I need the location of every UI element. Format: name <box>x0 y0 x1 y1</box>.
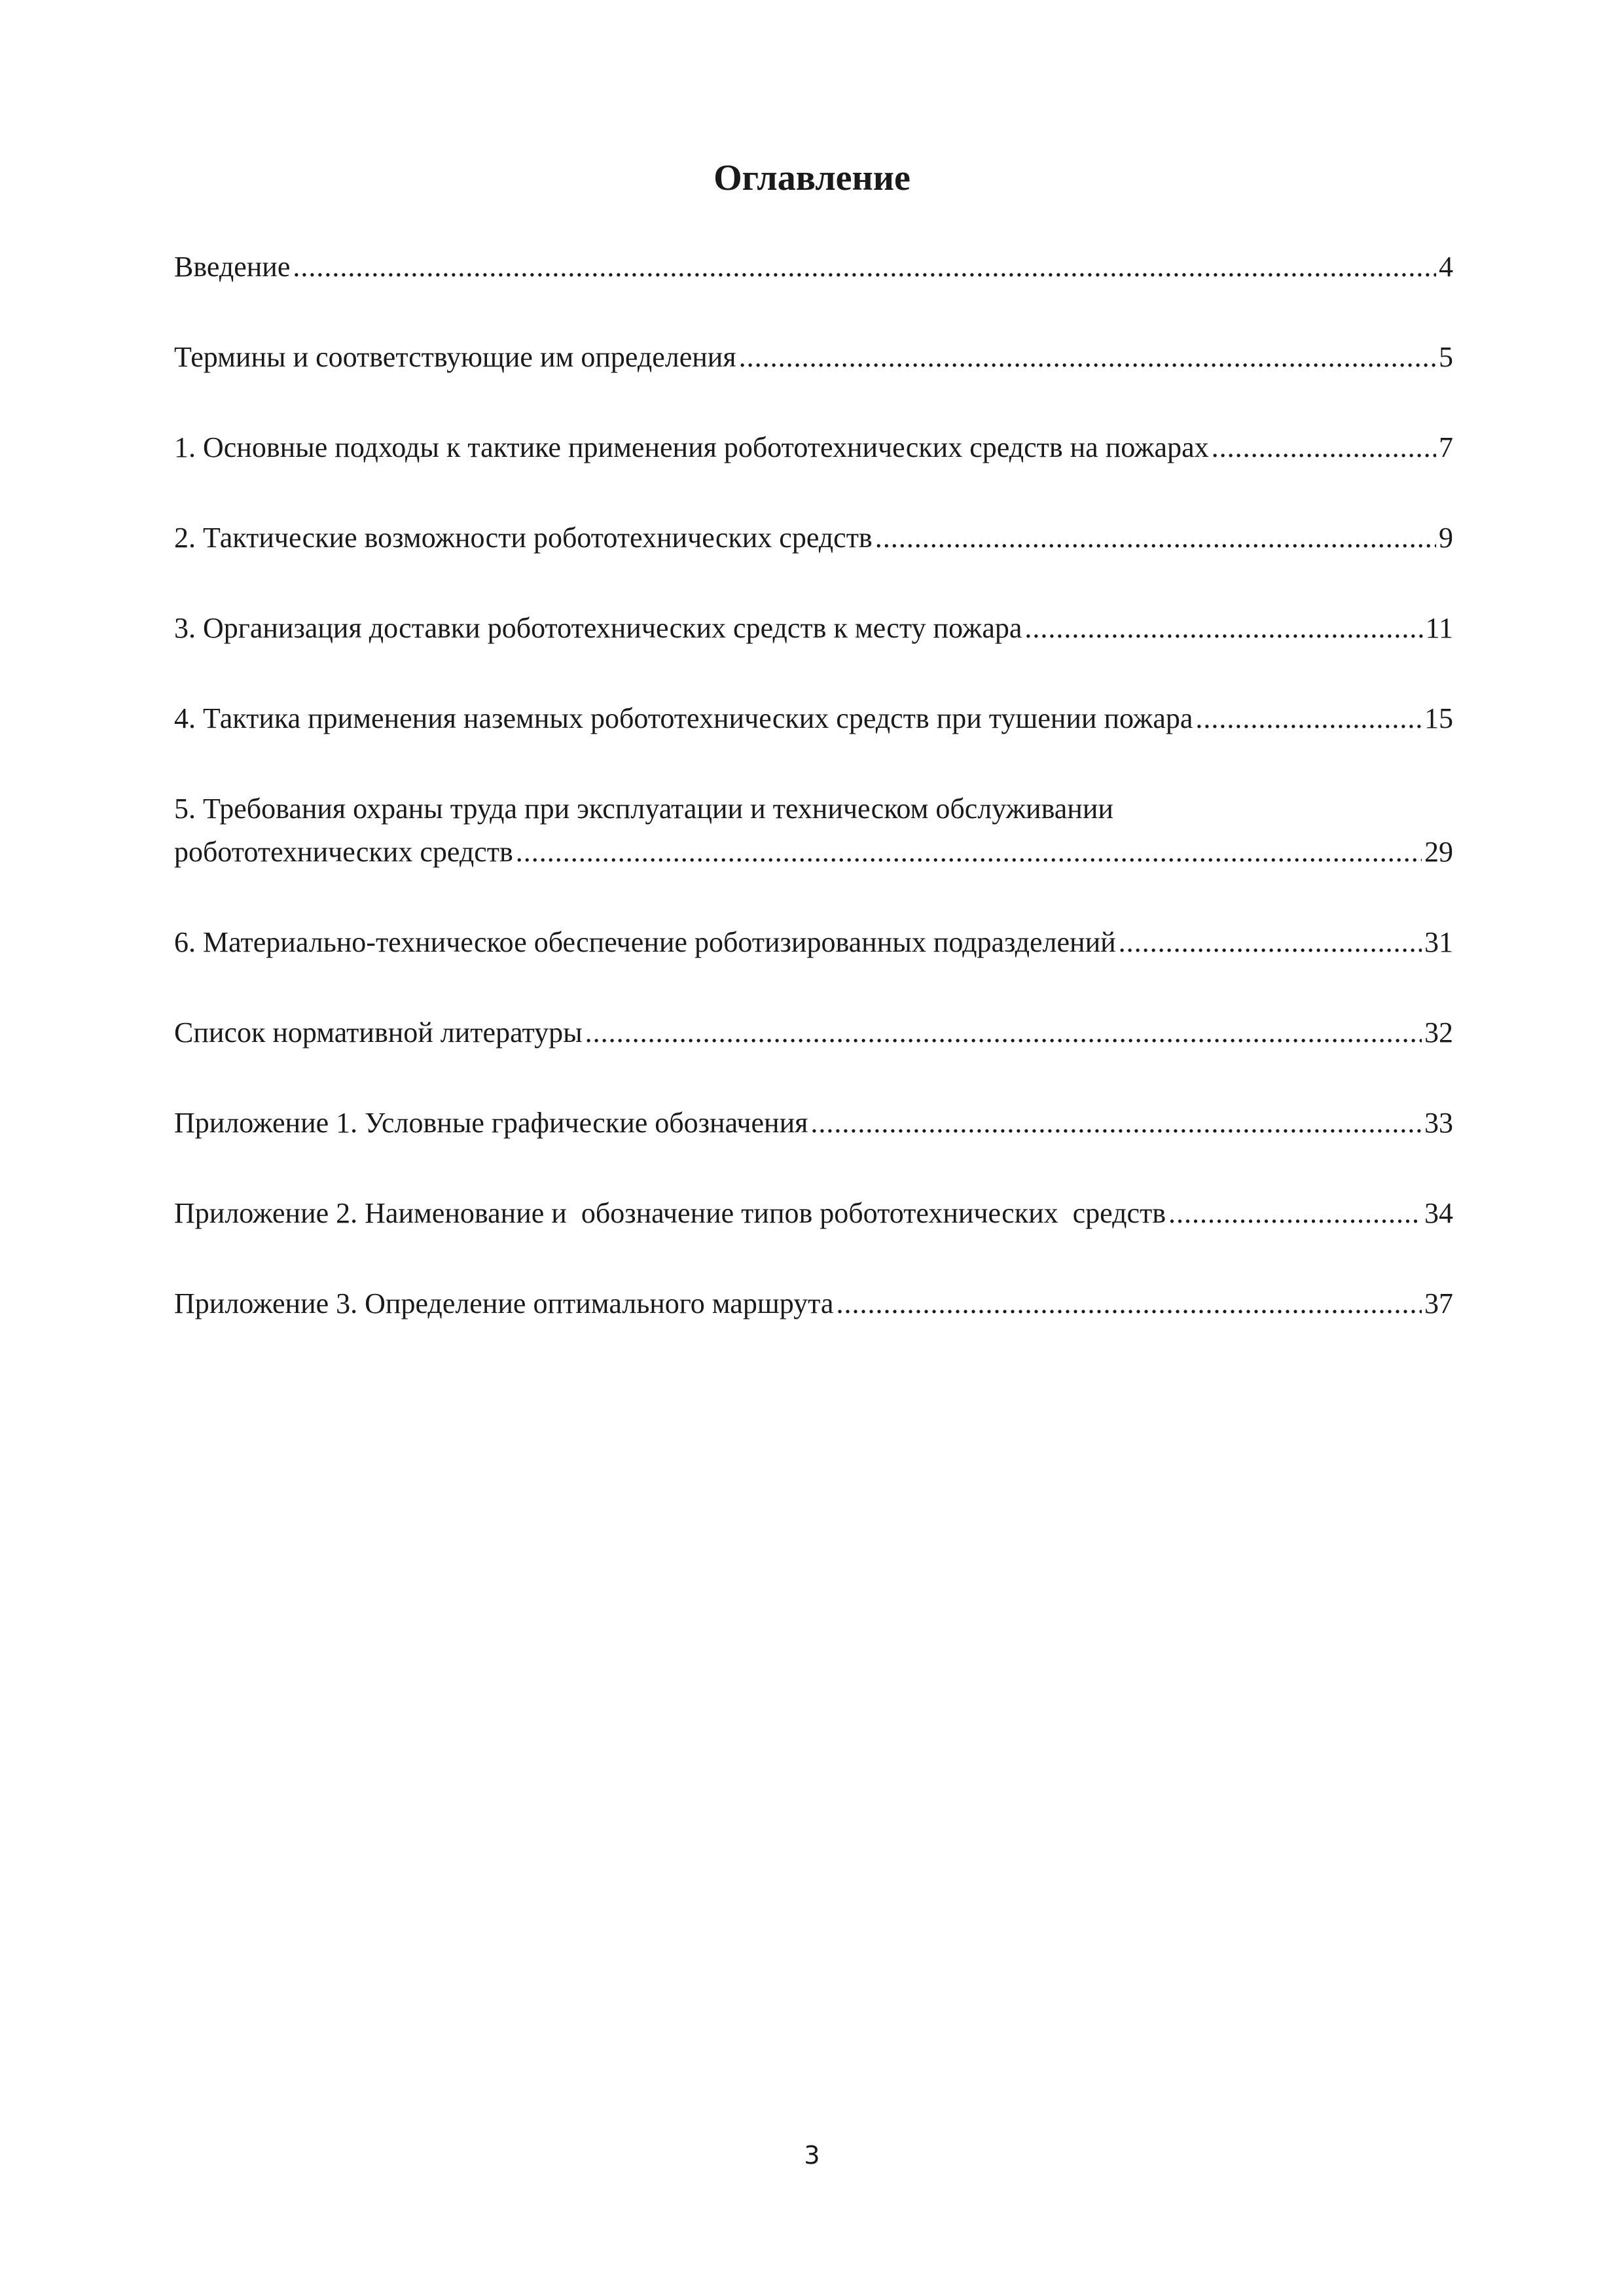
toc-entry-section-2[interactable] <box>174 516 1453 560</box>
toc-entry-appendix-2[interactable] <box>174 1192 1453 1235</box>
toc-dot-leader <box>1119 921 1422 964</box>
page-number: 3 <box>804 2141 820 2170</box>
toc-entry-title: Список нормативной литературы <box>174 1016 583 1049</box>
toc-dot-leader <box>1168 1192 1422 1235</box>
toc-dot-leader <box>810 1102 1422 1145</box>
toc-dot-leader <box>1024 607 1422 650</box>
toc-entry-page: 11 <box>1425 612 1453 644</box>
toc-line <box>174 921 1453 964</box>
toc-line <box>174 336 1453 379</box>
toc-line <box>174 1282 1453 1325</box>
toc-entry-title: Приложение 2. Наименование и обозначение типов робототехнических средств <box>174 1197 1166 1229</box>
toc-entry-page: 29 <box>1424 836 1453 868</box>
toc-entry-title: Введение <box>174 251 291 283</box>
toc-dot-leader <box>875 516 1436 560</box>
toc-line <box>174 607 1453 650</box>
toc-entry-page: 31 <box>1424 926 1453 958</box>
toc-entry-section-3[interactable] <box>174 607 1453 650</box>
toc-dot-leader <box>585 1011 1422 1054</box>
toc-dot-leader <box>1212 426 1436 469</box>
toc-entry-section-4[interactable] <box>174 697 1453 740</box>
toc-dot-leader <box>739 336 1436 379</box>
toc-entry-page: 5 <box>1439 341 1453 373</box>
page-title: Оглавление <box>713 158 911 198</box>
toc-entry-page: 15 <box>1424 702 1453 734</box>
toc-entry-page: 7 <box>1439 431 1453 463</box>
toc-dot-leader <box>293 245 1436 289</box>
toc-dot-leader <box>1195 697 1422 740</box>
toc-entry-section-6[interactable] <box>174 921 1453 964</box>
toc-entry-title: 2. Тактические возможности робототехнических средств <box>174 522 873 554</box>
toc-entry-page: 9 <box>1439 522 1453 554</box>
toc-entry-title: 1. Основные подходы к тактике применения робототехнических средств на пожарах <box>174 431 1209 463</box>
toc-entry-page: 33 <box>1424 1107 1453 1139</box>
toc-entry-title: 4. Тактика применения наземных робототехнических средств при тушении пожара <box>174 702 1193 734</box>
toc-line <box>174 697 1453 740</box>
toc-entry-title-line-1: 5. Требования охраны труда при эксплуатации и техническом обслуживании <box>174 793 1113 825</box>
toc-entry-page: 37 <box>1424 1287 1453 1319</box>
toc-line <box>174 426 1453 469</box>
toc-entry-page: 32 <box>1424 1016 1453 1049</box>
toc-entry-title: робототехнических средств <box>174 836 513 868</box>
toc-entry-terms[interactable] <box>174 336 1453 379</box>
toc-dot-leader <box>516 831 1422 874</box>
toc-dot-leader <box>836 1282 1422 1325</box>
toc-line <box>174 245 1453 289</box>
toc-entry-appendix-1[interactable] <box>174 1102 1453 1145</box>
toc-entry-introduction[interactable] <box>174 245 1453 289</box>
toc-entry-title: Приложение 3. Определение оптимального маршрута <box>174 1287 834 1319</box>
toc-entry-page: 34 <box>1424 1197 1453 1229</box>
toc-line <box>174 1102 1453 1145</box>
toc-entry-page: 4 <box>1439 251 1453 283</box>
toc-entry-title: 3. Организация доставки робототехнических средств к месту пожара <box>174 612 1022 644</box>
toc-entry-section-1[interactable] <box>174 426 1453 469</box>
toc-entry-references[interactable] <box>174 1011 1453 1054</box>
toc-entry-title: Термины и соответствующие им определения <box>174 341 736 373</box>
toc-line <box>174 1011 1453 1054</box>
toc-entry-appendix-3[interactable] <box>174 1282 1453 1325</box>
table-of-contents <box>174 245 1453 1372</box>
toc-line <box>174 1192 1453 1235</box>
toc-line <box>174 516 1453 560</box>
toc-entry-section-5[interactable] <box>174 787 1453 874</box>
toc-entry-title: 6. Материально-техническое обеспечение роботизированных подразделений <box>174 926 1116 958</box>
toc-line <box>174 831 1453 874</box>
toc-entry-title: Приложение 1. Условные графические обозначения <box>174 1107 808 1139</box>
